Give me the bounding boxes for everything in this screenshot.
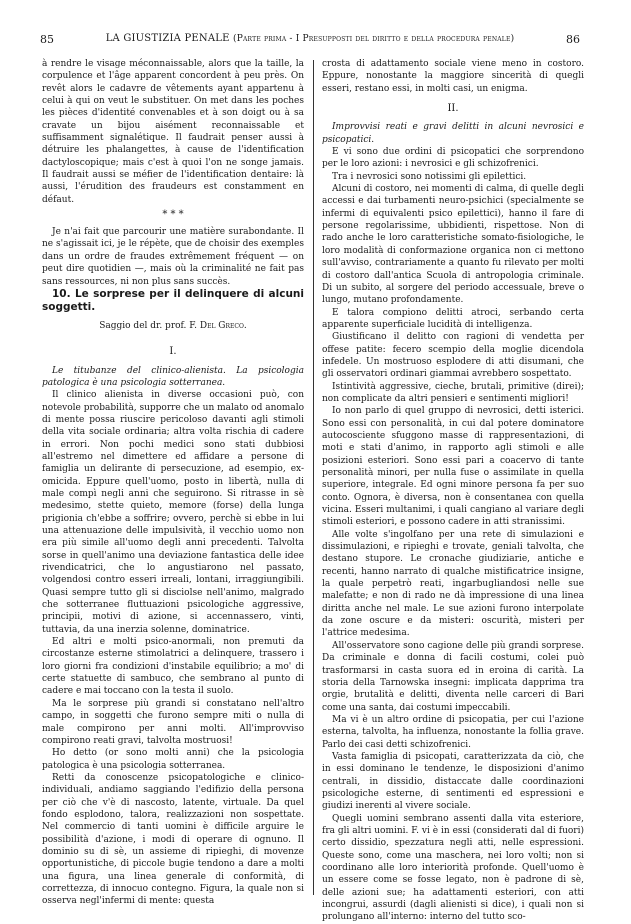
paragraph: All'osservatore sono cagione delle più grandi sorprese. Da criminale e donna di facili costumi, colei può trasformarsi in casta suora ed in eroina di carità. La storia della Tarnowska insegni: implicata dapprima tra orgie, brutalità e delitti, diventa nelle carceri di Bari come una santa, dai costumi impeccabili. — [322, 640, 584, 713]
paragraph: E talora compiono delitti atroci, serbando certa apparente superficiale lucidità di intelligenza. — [322, 307, 584, 330]
section-subtitle: Improvvisi reati e gravi delitti in alcuni nevrosici e psicopatici. — [322, 122, 584, 145]
paragraph: Giustificano il delitto con ragioni di vendetta per offese patite: fecero scempio della moglie dicendola infedele. Un mostruoso esplodere di atti disumani, che gli osservatori ordinari giammai avrebbero sospettato. — [322, 332, 584, 380]
article-title — [42, 288, 304, 314]
paragraph: à rendre le visage méconnaissable, alors que la taille, la corpulence et l'âge apparent concordent à peu près. On revêt alors le cadavre de vêtements ayant appartenu à celui à qui on veut le substituer. On met dans les poches les pièces d'identité convenables et à son doigt ou à sa cravate un bijou aisément reconnaissable et suffisamment signalétique. Il faudrait penser aussi à détruire les phalangettes, à cause de l'identification dactyloscopique; mais c'est à quoi l'on ne songe jamais. Il faudrait aussi se méfier de l'identification dentaire: là aussi, l'érudition des fraudeurs est constamment en défaut. — [42, 59, 304, 205]
article-title-text: Le sorprese per il delinquere di alcuni soggetti. — [42, 287, 305, 313]
paragraph: Ed altri e molti psico-anormali, non premuti da circostanze esterne stimolatrici a delinquere, trassero i loro giorni fra condizioni d'instabile equilibrio; a mo' di certe statuette di sambuco, che sembrano al punto di cadere e mai toccano con la testa il suolo. — [42, 637, 304, 697]
section-separator: * * * — [162, 209, 184, 221]
paragraph: Tra i nevrosici sono notissimi gli epilettici. — [332, 171, 527, 182]
paragraph: E vi sono due ordini di psicopatici che sorprendono per le loro azioni: i nevrosici e gli schizofrenici. — [322, 147, 584, 170]
paragraph: Vasta famiglia di psicopati, caratterizzata da ciò, che in essi dominano le tendenze, le disposizioni d'animo centrali, in dissidio, distaccate dalle coordinazioni psicologiche esterne, di sentimenti ed espressioni e giudizi inerenti al vivere sociale. — [322, 751, 584, 812]
running-title — [78, 33, 542, 44]
left-column — [42, 58, 304, 908]
section-title: (Parte prima - I Presupposti del diritto e della procedura penale) — [233, 34, 515, 44]
paragraph: Retti da conoscenze psicopatologiche e clinico-individuali, andiamo saggiando l'edifizio della persona per ciò che v'è di nascosto, latente, virtuale. Da quel fondo esplodono, talora, realizzazioni non sospettate. Nel commercio di tanti uomini è difficile arguire le possibilità d'azione, i modi di operare di ognuno. Il dominio su di sè, un assieme di ripieghi, di movenze opportunistiche, di piccole bugie tendono a dare a molti una figura, una linea generale di conformità, di correttezza, di innocuo contegno. Figura, la quale non si osserva negl'infermi di mente: questa — [42, 772, 304, 907]
paragraph: Istintività aggressive, cieche, brutali, primitive (direi); non complicate da altri pensieri e sentimenti migliori! — [322, 381, 584, 404]
paragraph: Quegli uomini sembrano assenti dalla vita esteriore, fra gli altri uomini. F. vi è in essi (considerati dal di fuori) certo dissidio, spezzatura negli atti, nelle espressioni. Queste sono, come una maschera, nei loro volti; non si coordinano alle loro interiorità profonde. Quell'uomo è un essere come se fosse legato, non è padrone di sè, delle azioni sue; ha adattamenti esteriori, con atti incongrui, assurdi (dagli alienisti si dice), i quali non si prolungano all'interno: interno del tutto sco- — [322, 813, 584, 923]
paragraph: Ma vi è un altro ordine di psicopatia, per cui l'azione esterna, talvolta, ha influenza, nonostante la follia grave. Parlo dei casi detti schizofrenici. — [322, 714, 584, 750]
author-name: Del Greco. — [199, 320, 247, 331]
page-number-right: 86 — [566, 33, 580, 46]
paragraph: Io non parlo di quel gruppo di nevrosici, detti isterici. Sono essi con personalità, in cui dal potere dominatore autocosciente sfuggono masse di rappresentazioni, di moti e stati d'animo, in rapporto agli stimoli e alle posizioni esteriori. Sono essi pari a coacervo di tante personalità minori, per nulla fuse o assimilate in quella superiore, integrale. Ed ogni minore persona fa per suo conto. Ognora, è diversa, non è consentanea con quella vicina. Esseri multanimi, i quali cangiano al variare degli stimoli esteriori, e possono cadere in atti stranissimi. — [322, 406, 584, 528]
section-number: I. — [169, 346, 177, 358]
paragraph: Ma le sorprese più grandi si constatano nell'altro campo, in soggetti che furono sempre miti o nulla di male compirono per anni molti. All'improvviso compirono reati gravi, talvolta mostruosi! — [42, 698, 304, 746]
paragraph: Je n'ai fait que parcourir une matière surabondante. Il ne s'agissait ici, je le répète, que de choisir des exemples dans un ordre de fraudes extrêmement fréquent — on peut dire quotidien —, mais où la criminalité ne fait pas sans ressources, ni non plus sans succès. — [42, 227, 304, 287]
article-byline — [42, 320, 304, 332]
article-number: 10. — [52, 287, 71, 300]
paragraph: Il clinico alienista in diverse occasioni può, con notevole probabilità, supporre che un malato od anomalo di mente possa riuscire pericoloso davanti agli stimoli della vita sociale ordinaria; altra volta rischia di cadere in errori. Non pochi medici sono stati dubbiosi all'estremo nel dimettere ed affidare a persone di famiglia un delirante di persecuzione, ad esempio, ex-omicida. Eppure quell'uomo, posto in libertà, nulla di male compì negli anni che seguirono. Si ritrasse in sè medesimo, stette quieto, memore (forse) della lunga prigionia ch'ebbe a soffrire; ovvero, perchè si ebbe in lui una attenuazione delle impulsività, il vecchio uomo non era più simile all'uomo degli anni precedenti. Talvolta sorse in quell'animo una deviazione fantastica delle idee rivendicatrici, che lo angustiarono nel passato, volgendosi contro esseri irreali, lontani, irraggiungibili. Quasi sempre tutto gli si disciolse nell'animo, malgrado che sotterranee fluttuazioni psicologiche aggressive, principii, motivi di azione, si accennassero, vinti, tuttavia, da una inerzia solenne, dominatrice. — [42, 390, 304, 635]
journal-title: LA GIUSTIZIA PENALE — [105, 33, 230, 44]
byline-prefix: Saggio del dr. prof. F. — [99, 320, 197, 331]
section-subtitle: Le titubanze del clinico-alienista. La psicologia patologica è una psicologia sotterranea. — [42, 365, 304, 388]
paragraph: Ho detto (or sono molti anni) che la psicologia patologica è una psicologia sotterranea. — [42, 748, 304, 771]
section-number: II. — [447, 103, 459, 115]
running-header — [40, 33, 580, 49]
paragraph: Alle volte s'ingolfano per una rete di simulazioni e dissimulazioni, e ripieghi e trovate, geniali talvolta, che destano stupore. Le cronache giudiziarie, antiche e recenti, hanno narrato di qualche mistificatrice insigne, la quale perpetrò reati, ingarbugliandosi nelle sue malefatte; e non di rado ne dà impressione di una linea diritta anche nel male. Le sue azioni furono interpolate da zone oscure e da misteri: oscurità, misteri per l'attrice medesima. — [322, 529, 584, 639]
paragraph: crosta di adattamento sociale viene meno in costoro. Eppure, nonostante la maggiore sincerità di quegli esseri, restano essi, in molti casi, un enigma. — [322, 59, 584, 94]
column-divider — [313, 60, 314, 895]
page-number-left: 85 — [40, 33, 54, 46]
right-column — [322, 58, 584, 924]
paragraph: Alcuni di costoro, nei momenti di calma, di quelle degli accessi e dai turbamenti neuro-psichici (specialmente se infermi di equivalenti psico epilettici), hanno il fare di persone regolarissime, ubbidienti, rispettose. Non di rado anche le loro caratteristiche somato-fisiologiche, le loro modalità di conformazione organica non ci mettono sull'avviso, contrariamente a quanto fu rilevato per molti di costoro dall'antica Scuola di antropologia criminale. Di un subito, al sorgere del periodo accessuale, breve o lungo, mutano profondamente. — [322, 184, 584, 306]
